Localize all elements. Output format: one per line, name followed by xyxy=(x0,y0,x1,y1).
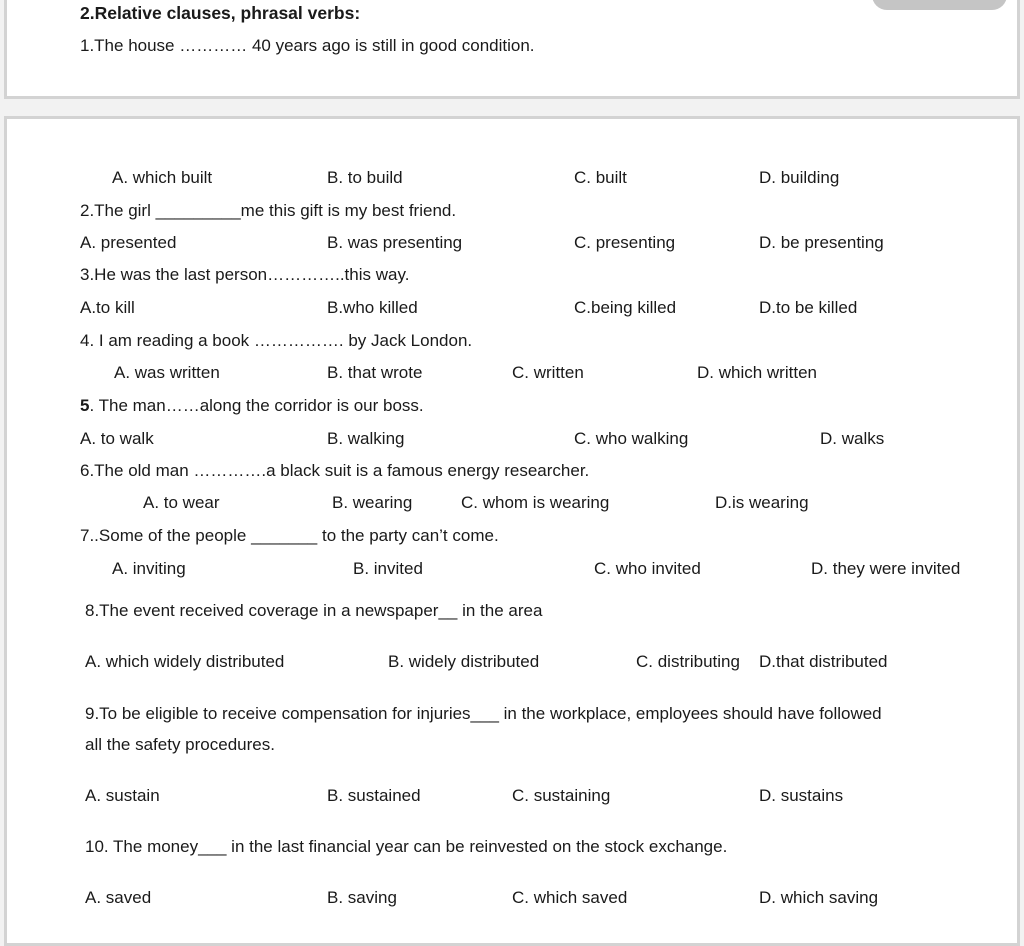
q8-option-a: A. which widely distributed xyxy=(85,652,285,671)
q4-option-d: D. which written xyxy=(697,363,817,382)
q4-option-a: A. was written xyxy=(114,363,220,382)
q6-stem: 6.The old man ………….a black suit is a famous energy researcher. xyxy=(80,461,590,480)
q3-option-d: D.to be killed xyxy=(759,298,858,317)
q2-option-d: D. be presenting xyxy=(759,233,884,252)
q3-option-b: B.who killed xyxy=(327,298,418,317)
q4-option-b: B. that wrote xyxy=(327,363,423,382)
q7-stem: 7..Some of the people _______ to the party can’t come. xyxy=(80,526,499,545)
q10-option-c: C. which saved xyxy=(512,888,628,907)
top-right-pill xyxy=(872,0,1007,10)
q9-option-a: A. sustain xyxy=(85,786,160,805)
q1-option-a: A. which built xyxy=(112,168,213,187)
q6-option-c: C. whom is wearing xyxy=(461,493,610,512)
q4-option-c: C. written xyxy=(512,363,584,382)
q5-stem xyxy=(80,397,424,414)
q9-option-d: D. sustains xyxy=(759,786,844,805)
q6-option-d: D.is wearing xyxy=(715,493,809,512)
q3-option-c: C.being killed xyxy=(574,298,677,317)
q7-option-a: A. inviting xyxy=(112,559,186,578)
q5-option-a: A. to walk xyxy=(80,429,154,448)
q4-stem: 4. I am reading a book ……………. by Jack London. xyxy=(80,331,473,350)
q9-option-b: B. sustained xyxy=(327,786,421,805)
q9-option-c: C. sustaining xyxy=(512,786,611,805)
q2-option-a: A. presented xyxy=(80,233,177,252)
q3-option-a: A.to kill xyxy=(80,298,135,317)
q8-stem: 8.The event received coverage in a newspaper__ in the area xyxy=(85,601,543,620)
q8-option-b: B. widely distributed xyxy=(388,652,540,671)
q5-option-c: C. who walking xyxy=(574,429,689,448)
q2-option-b: B. was presenting xyxy=(327,233,463,252)
q2-stem: 2.The girl _________me this gift is my best friend. xyxy=(80,201,457,220)
q1-option-c: C. built xyxy=(574,168,627,187)
q10-stem: 10. The money___ in the last financial year can be reinvested on the stock exchange. xyxy=(85,837,728,856)
q7-option-c: C. who invited xyxy=(594,559,701,578)
q10-option-d: D. which saving xyxy=(759,888,879,907)
q5-option-d: D. walks xyxy=(820,429,885,448)
q7-option-b: B. invited xyxy=(353,559,423,578)
q10-option-a: A. saved xyxy=(85,888,152,907)
q1-option-d: D. building xyxy=(759,168,840,187)
section-heading: 2.Relative clauses, phrasal verbs: xyxy=(80,3,361,23)
q2-option-c: C. presenting xyxy=(574,233,676,252)
q1-option-b: B. to build xyxy=(327,168,403,187)
q6-option-b: B. wearing xyxy=(332,493,413,512)
q6-option-a: A. to wear xyxy=(143,493,220,512)
q5-stem-text: . The man……along the corridor is our boss. xyxy=(89,396,424,415)
q5-option-b: B. walking xyxy=(327,429,405,448)
q8-option-d: D.that distributed xyxy=(759,652,888,671)
q8-option-c: C. distributing xyxy=(636,652,740,671)
q7-option-d: D. they were invited xyxy=(811,559,961,578)
q10-option-b: B. saving xyxy=(327,888,397,907)
q9-stem-line2: all the safety procedures. xyxy=(85,735,275,754)
q9-stem-line1: 9.To be eligible to receive compensation for injuries___ in the workplace, employees should have followed xyxy=(85,704,882,723)
q5-number: 5 xyxy=(80,396,90,415)
q3-stem: 3.He was the last person…………..this way. xyxy=(80,265,410,284)
q1-stem: 1.The house ………… 40 years ago is still in good condition. xyxy=(80,36,535,55)
